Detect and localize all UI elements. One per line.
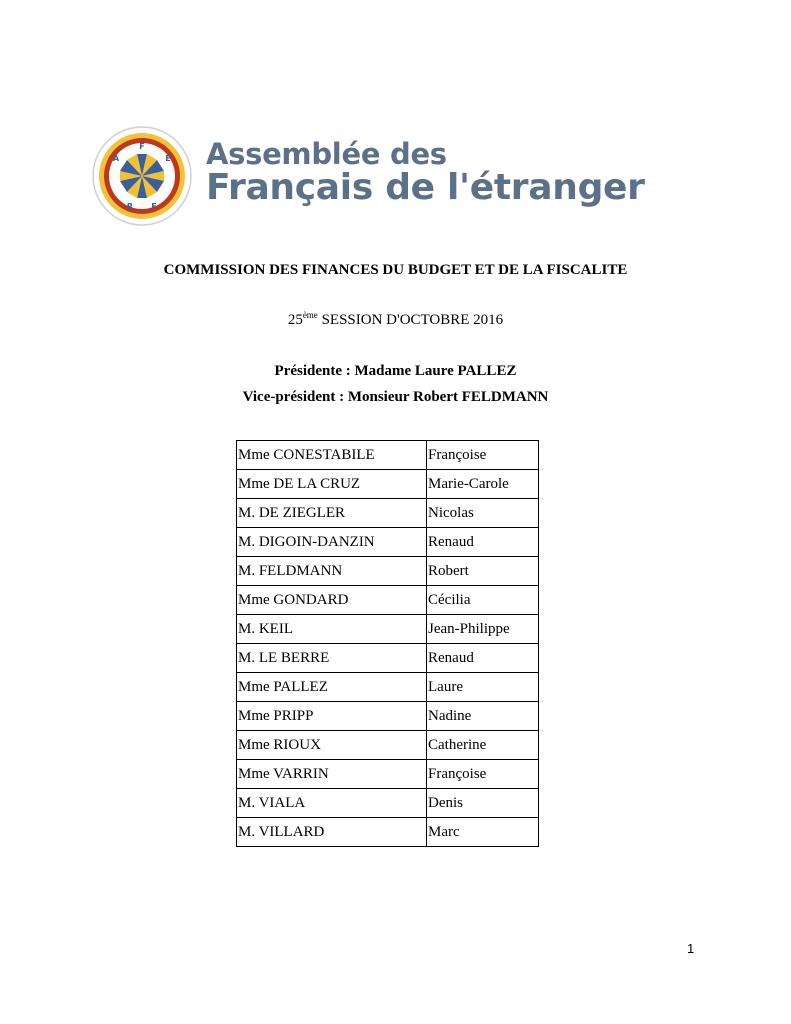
member-first-name: Marc: [427, 818, 539, 847]
table-row: [237, 644, 539, 673]
session-number: 25: [287, 312, 303, 328]
table-row: [237, 760, 539, 789]
member-name: Mme DE LA CRUZ: [237, 470, 427, 499]
presidente-line: Présidente : Madame Laure PALLEZ: [274, 363, 517, 379]
member-name: Mme PRIPP: [237, 702, 427, 731]
table-row: [237, 731, 539, 760]
member-name: M. VIALA: [237, 789, 427, 818]
table-row: [237, 528, 539, 557]
member-name: M. VILLARD: [237, 818, 427, 847]
member-name: M. DE ZIEGLER: [237, 499, 427, 528]
member-first-name: Cécilia: [427, 586, 539, 615]
member-name: M. KEIL: [237, 615, 427, 644]
logo-title-line1: Assemblée des: [206, 137, 447, 171]
member-name: Mme PALLEZ: [237, 673, 427, 702]
member-first-name: Jean-Philippe: [427, 615, 539, 644]
member-first-name: Nicolas: [427, 499, 539, 528]
session-text: SESSION D'OCTOBRE 2016: [317, 312, 504, 328]
session-superscript: ème: [302, 310, 318, 320]
session-title: [0, 312, 791, 329]
table-row: [237, 702, 539, 731]
vice-president-line: Vice-président : Monsieur Robert FELDMANN: [242, 389, 549, 405]
afe-logo: [92, 125, 645, 229]
emblem-letter: F: [139, 142, 145, 151]
table-row: [237, 673, 539, 702]
afe-emblem-icon: [92, 125, 192, 227]
member-first-name: Catherine: [427, 731, 539, 760]
member-name: Mme CONESTABILE: [237, 441, 427, 470]
table-row: [237, 615, 539, 644]
table-row: [237, 499, 539, 528]
table-row: [237, 818, 539, 847]
commission-title: COMMISSION DES FINANCES DU BUDGET ET DE LA FISCALITE: [163, 262, 628, 278]
member-first-name: Renaud: [427, 528, 539, 557]
member-first-name: Françoise: [427, 760, 539, 789]
member-first-name: Renaud: [427, 644, 539, 673]
logo-title-line2: Français de l'étranger: [206, 167, 645, 208]
member-name: M. FELDMANN: [237, 557, 427, 586]
emblem-letter: R: [126, 202, 134, 211]
member-name: Mme GONDARD: [237, 586, 427, 615]
member-first-name: Robert: [427, 557, 539, 586]
member-name: M. DIGOIN-DANZIN: [237, 528, 427, 557]
members-table: [236, 440, 539, 847]
member-name: M. LE BERRE: [237, 644, 427, 673]
member-first-name: Nadine: [427, 702, 539, 731]
table-row: [237, 586, 539, 615]
member-first-name: Marie-Carole: [427, 470, 539, 499]
page-number: 1: [687, 941, 695, 956]
member-first-name: Laure: [427, 673, 539, 702]
member-first-name: Françoise: [427, 441, 539, 470]
emblem-letter: A: [112, 154, 120, 163]
emblem-letter: F: [151, 202, 157, 211]
table-row: [237, 789, 539, 818]
table-row: [237, 441, 539, 470]
member-name: Mme RIOUX: [237, 731, 427, 760]
table-row: [237, 470, 539, 499]
table-row: [237, 557, 539, 586]
emblem-letter: E: [165, 154, 171, 163]
member-name: Mme VARRIN: [237, 760, 427, 789]
member-first-name: Denis: [427, 789, 539, 818]
